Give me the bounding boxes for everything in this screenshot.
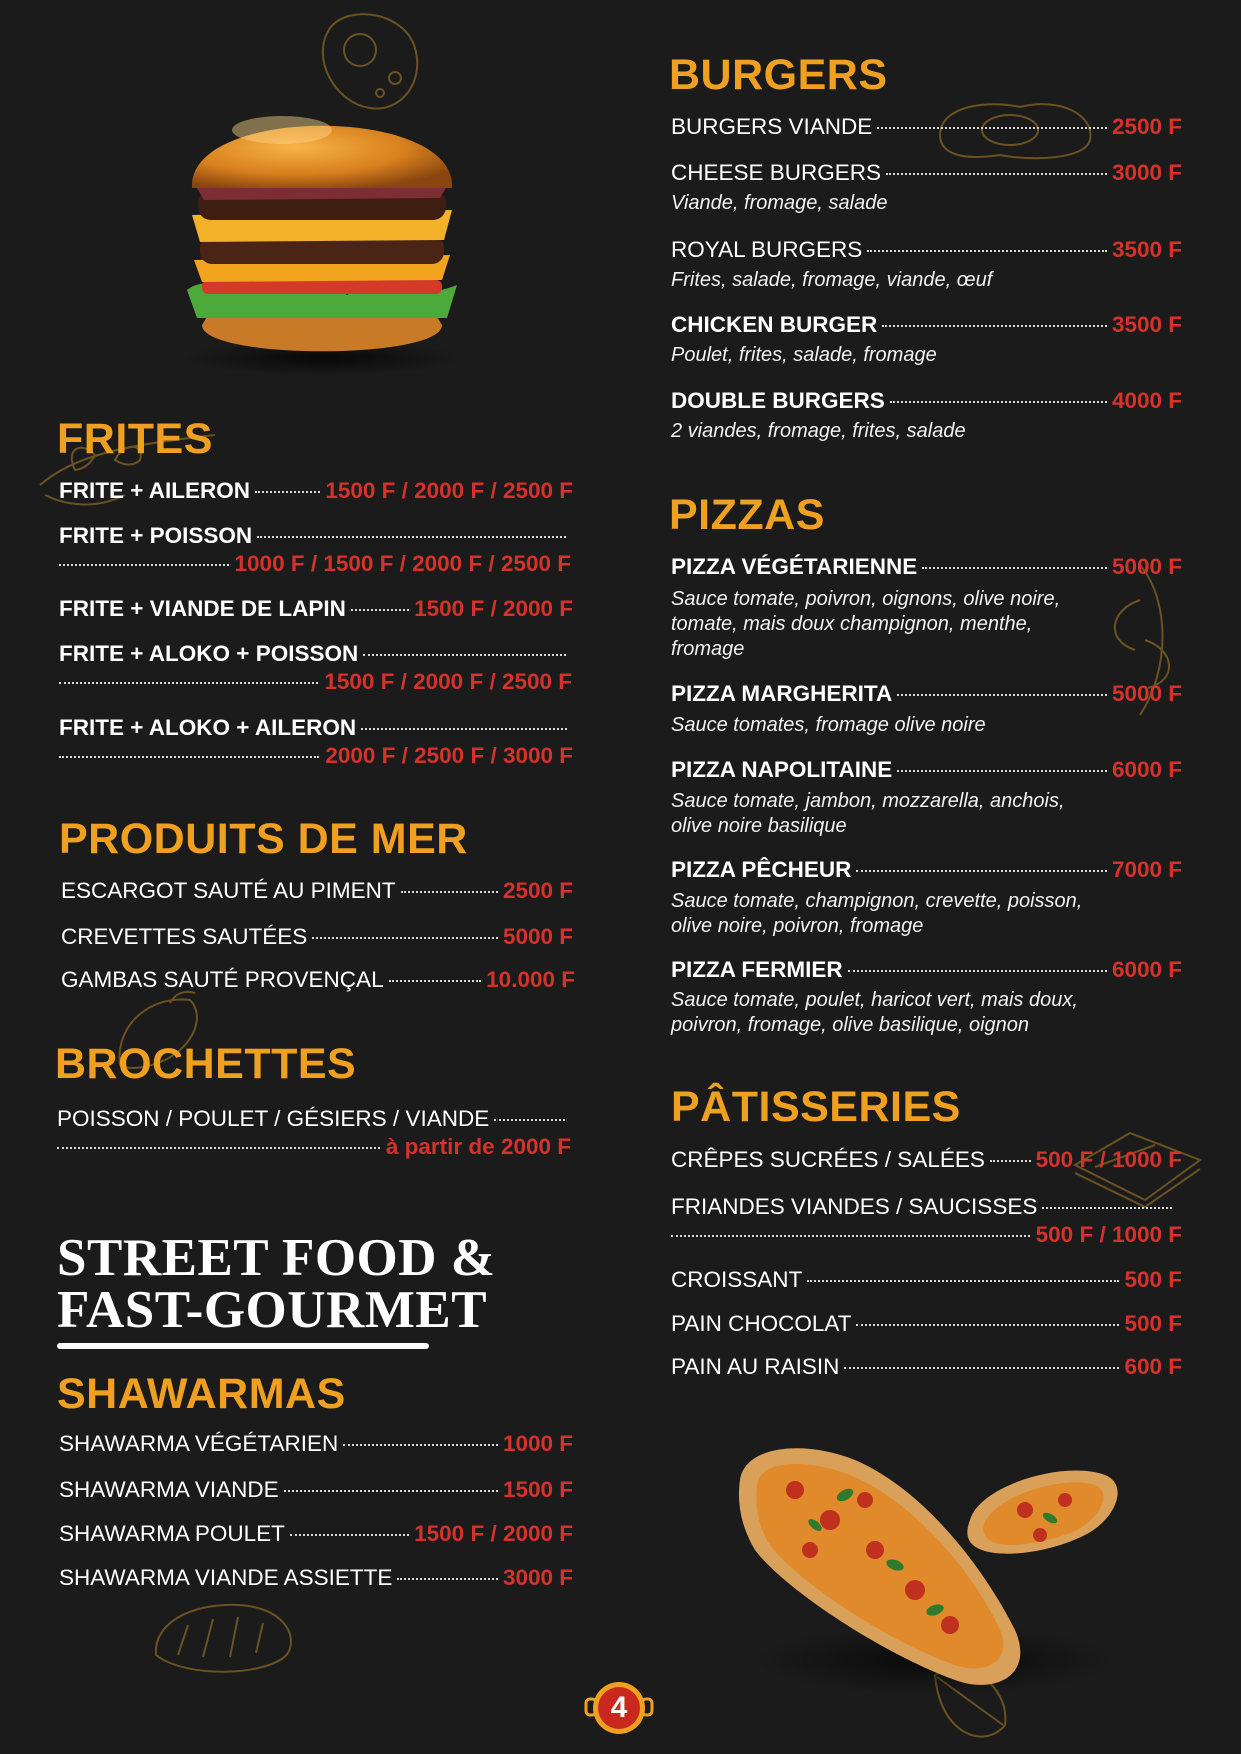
shawarmas-title: SHAWARMAS	[57, 1370, 346, 1418]
item-name: DOUBLE BURGERS	[671, 388, 885, 413]
menu-item	[671, 856, 1182, 884]
item-price: 3500 F	[1111, 312, 1182, 337]
item-name: CHICKEN BURGER	[671, 312, 878, 337]
item-price: 6000 F	[1111, 957, 1182, 982]
dot-leader	[59, 564, 229, 566]
item-price: 500 F / 1000 F	[1035, 1147, 1182, 1172]
menu-item	[671, 236, 1182, 264]
item-name: PIZZA MARGHERITA	[671, 681, 893, 706]
dot-leader	[856, 1324, 1119, 1326]
menu-item	[59, 714, 572, 742]
item-price: 3000 F	[1111, 160, 1182, 185]
menu-item	[61, 923, 573, 951]
item-name: CRÊPES SUCRÉES / SALÉES	[671, 1147, 985, 1172]
item-description	[671, 587, 1060, 662]
pizzas-title: PIZZAS	[669, 491, 825, 539]
item-name: BURGERS VIANDE	[671, 114, 873, 139]
item-price: 2500 F	[502, 878, 573, 903]
dot-leader	[897, 694, 1107, 696]
item-price: 1000 F	[502, 1431, 573, 1456]
item-name: POISSON / POULET / GÉSIERS / VIANDE	[57, 1106, 490, 1131]
item-price: à partir de 2000 F	[385, 1134, 571, 1159]
menu-item	[671, 553, 1182, 581]
description-line: Sauce tomate, champignon, crevette, poisson,	[671, 890, 1083, 912]
brochettes-title: BROCHETTES	[55, 1040, 357, 1088]
dot-leader	[990, 1160, 1031, 1162]
dot-leader	[882, 325, 1107, 327]
description-line: tomate, mais doux champignon, menthe,	[671, 613, 1033, 635]
dot-leader	[351, 609, 409, 611]
item-name: PIZZA PÊCHEUR	[671, 857, 852, 882]
menu-item	[671, 113, 1182, 141]
item-name: FRITE + ALOKO + POISSON	[59, 641, 359, 666]
item-description: 2 viandes, fromage, frites, salade	[671, 420, 966, 442]
dot-leader	[922, 567, 1107, 569]
dot-leader	[807, 1280, 1119, 1282]
burger-image	[172, 90, 472, 380]
pizza-image	[735, 1440, 1125, 1700]
price-line	[59, 742, 573, 770]
menu-item	[671, 1146, 1182, 1174]
menu-item	[59, 1430, 573, 1458]
street-food-line1: STREET FOOD &	[57, 1229, 496, 1287]
dot-leader	[361, 728, 567, 730]
description-line: fromage	[671, 638, 745, 660]
item-price: 6000 F	[1111, 757, 1182, 782]
dot-leader	[363, 654, 566, 656]
item-price: 3000 F	[502, 1565, 573, 1590]
description-line: olive noire, poivron, fromage	[671, 915, 924, 937]
item-price: 5000 F	[1111, 681, 1182, 706]
item-name: FRITE + ALOKO + AILERON	[59, 715, 357, 740]
item-name: PIZZA VÉGÉTARIENNE	[671, 554, 918, 579]
item-description	[671, 889, 1082, 939]
item-description: Frites, salade, fromage, viande, œuf	[671, 269, 993, 291]
item-name: PAIN AU RAISIN	[671, 1354, 840, 1379]
item-name: FRITE + AILERON	[59, 478, 251, 503]
item-name: PAIN CHOCOLAT	[671, 1311, 852, 1336]
menu-item	[59, 522, 571, 550]
item-price: 2500 F	[1111, 114, 1182, 139]
menu-item	[671, 1353, 1182, 1381]
item-price: 1500 F / 2000 F / 2500 F	[325, 478, 573, 503]
item-name: FRIANDES VIANDES / SAUCISSES	[671, 1194, 1038, 1219]
item-name: SHAWARMA POULET	[59, 1521, 285, 1546]
dot-leader	[257, 536, 566, 538]
item-name: GAMBAS SAUTÉ PROVENÇAL	[61, 967, 384, 992]
item-price: 5000 F	[502, 924, 573, 949]
description-line: Sauce tomates, fromage olive noire	[671, 714, 986, 736]
menu-item	[59, 1476, 573, 1504]
item-price: 10.000 F	[486, 967, 575, 992]
burgers-title: BURGERS	[669, 51, 888, 99]
item-name: CROISSANT	[671, 1267, 803, 1292]
dot-leader	[897, 770, 1107, 772]
price-line	[57, 1133, 571, 1161]
dot-leader	[886, 173, 1107, 175]
description-line: poivron, fromage, olive basilique, oignon	[671, 1014, 1029, 1036]
item-description	[671, 988, 1078, 1038]
dot-leader	[290, 1534, 409, 1536]
dot-leader	[401, 891, 498, 893]
item-price: 1000 F / 1500 F / 2000 F / 2500 F	[234, 551, 571, 576]
menu-item	[61, 966, 575, 994]
item-price: 5000 F	[1111, 554, 1182, 579]
item-description	[671, 713, 986, 738]
dot-leader	[312, 937, 498, 939]
menu-item	[671, 1266, 1182, 1294]
item-price: 1500 F / 2000 F / 2500 F	[324, 669, 572, 694]
item-price: 2000 F / 2500 F / 3000 F	[325, 743, 573, 768]
frites-title: FRITES	[57, 415, 213, 463]
item-price: 1500 F / 2000 F	[414, 1521, 573, 1546]
dot-leader	[671, 1235, 1030, 1237]
menu-item	[59, 595, 573, 623]
item-name: ROYAL BURGERS	[671, 237, 863, 262]
produits-de-mer-title: PRODUITS DE MER	[59, 815, 468, 863]
item-name: FRITE + POISSON	[59, 523, 253, 548]
item-price: 500 F	[1124, 1311, 1182, 1336]
street-food-line2: FAST-GOURMET	[57, 1281, 488, 1339]
item-price: 4000 F	[1111, 388, 1182, 413]
item-price: 3500 F	[1111, 237, 1182, 262]
dot-leader	[890, 401, 1107, 403]
item-name: PIZZA NAPOLITAINE	[671, 757, 893, 782]
menu-item	[59, 1520, 573, 1548]
menu-item	[671, 756, 1182, 784]
heading-underline	[57, 1343, 429, 1349]
item-price: 500 F / 1000 F	[1035, 1222, 1182, 1247]
price-line	[671, 1221, 1182, 1249]
item-name: SHAWARMA VIANDE	[59, 1477, 279, 1502]
dot-leader	[343, 1444, 498, 1446]
item-description	[671, 789, 1065, 839]
patisseries-title: PÂTISSERIES	[671, 1083, 961, 1131]
menu-item	[671, 311, 1182, 339]
item-name: PIZZA FERMIER	[671, 957, 843, 982]
description-line: Sauce tomate, jambon, mozzarella, anchois,	[671, 790, 1065, 812]
menu-item	[671, 387, 1182, 415]
menu-item	[61, 877, 573, 905]
price-line	[59, 550, 571, 578]
description-line: olive noire basilique	[671, 815, 847, 837]
menu-item	[57, 1105, 570, 1133]
dot-leader	[856, 870, 1107, 872]
item-price: 1500 F / 2000 F	[414, 596, 573, 621]
dot-leader	[59, 682, 318, 684]
item-name: CREVETTES SAUTÉES	[61, 924, 308, 949]
bread-doodle-icon	[148, 1595, 298, 1680]
item-name: FRITE + VIANDE DE LAPIN	[59, 596, 346, 621]
dot-leader	[57, 1147, 380, 1149]
menu-item	[59, 477, 573, 505]
dot-leader	[867, 250, 1107, 252]
item-description: Viande, fromage, salade	[671, 192, 888, 214]
dot-leader	[877, 127, 1107, 129]
dot-leader	[1042, 1207, 1172, 1209]
dot-leader	[59, 756, 319, 758]
item-name: SHAWARMA VÉGÉTARIEN	[59, 1431, 339, 1456]
menu-item	[671, 680, 1182, 708]
dot-leader	[844, 1367, 1119, 1369]
page-number: 4	[610, 1691, 628, 1724]
item-price: 600 F	[1124, 1354, 1182, 1379]
item-name: SHAWARMA VIANDE ASSIETTE	[59, 1565, 393, 1590]
item-price: 1500 F	[502, 1477, 573, 1502]
menu-item	[59, 1564, 573, 1592]
menu-item	[671, 1193, 1177, 1221]
menu-item	[671, 1310, 1182, 1338]
description-line: Sauce tomate, poivron, oignons, olive noire,	[671, 588, 1061, 610]
menu-item	[671, 956, 1182, 984]
dot-leader	[389, 980, 482, 982]
item-name: ESCARGOT SAUTÉ AU PIMENT	[61, 878, 396, 903]
item-price: 7000 F	[1111, 857, 1182, 882]
dot-leader	[494, 1119, 565, 1121]
menu-item	[671, 159, 1182, 187]
menu-item	[59, 640, 571, 668]
item-name: CHEESE BURGERS	[671, 160, 882, 185]
dot-leader	[397, 1578, 498, 1580]
item-price: 500 F	[1124, 1267, 1182, 1292]
price-line	[59, 668, 572, 696]
dot-leader	[284, 1490, 498, 1492]
dot-leader	[255, 491, 320, 493]
description-line: Sauce tomate, poulet, haricot vert, mais doux,	[671, 989, 1078, 1011]
street-food-heading	[57, 1229, 496, 1339]
item-description: Poulet, frites, salade, fromage	[671, 344, 937, 366]
page-number-badge	[584, 1679, 654, 1737]
dot-leader	[848, 970, 1107, 972]
